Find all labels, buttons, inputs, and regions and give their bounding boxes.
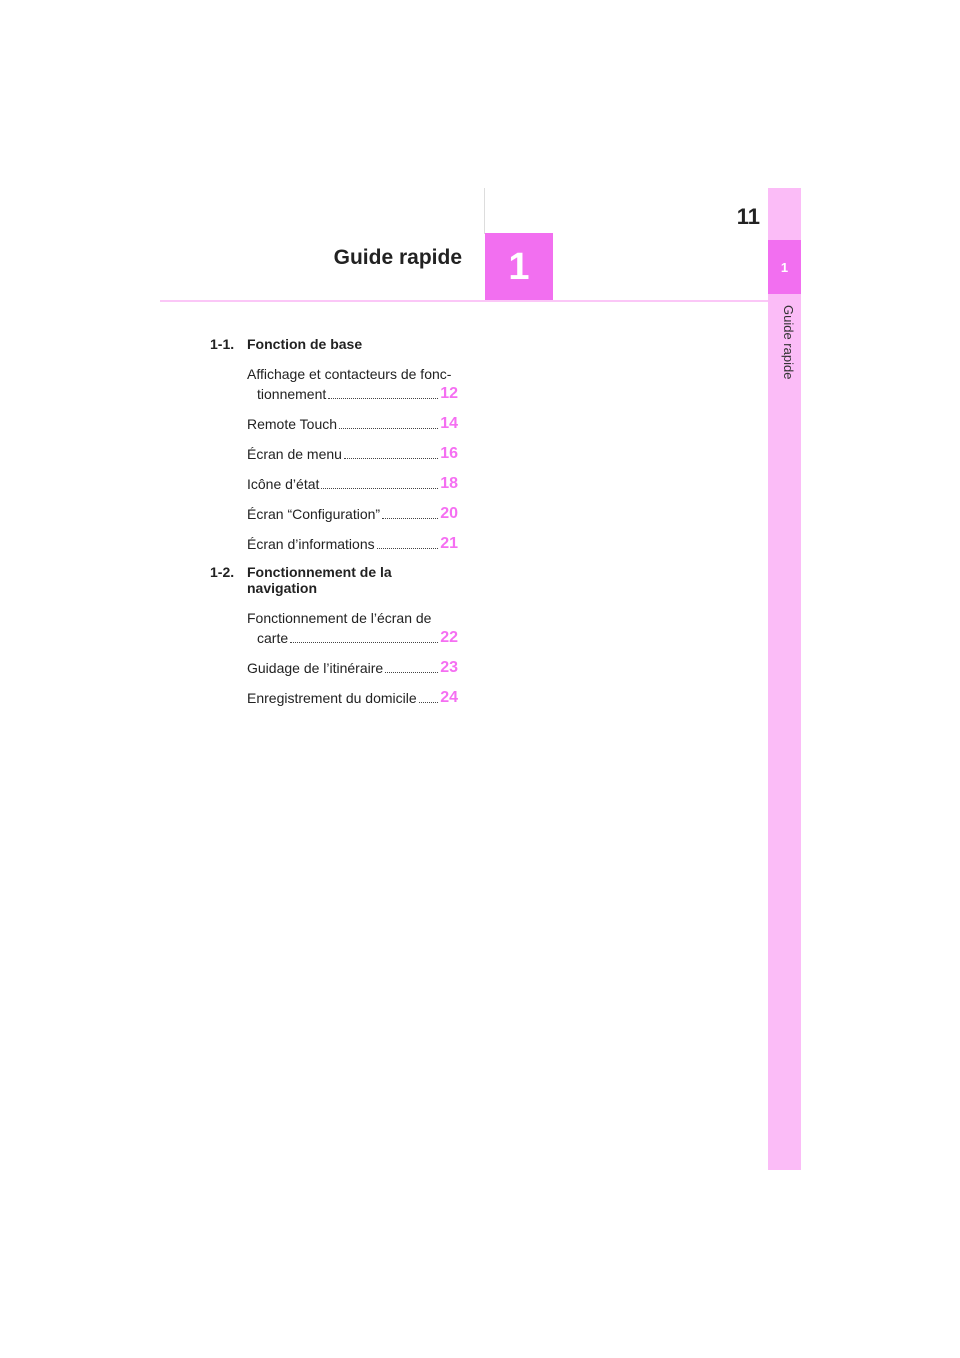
entry-page[interactable]: 16 [440, 445, 458, 462]
leader-dots [382, 518, 438, 519]
side-chapter-label: Guide rapide [781, 305, 796, 380]
entry-title: Icône d’état [247, 476, 320, 492]
entry-title: Enregistrement du domicile [247, 690, 417, 706]
leader-dots [321, 488, 438, 489]
entry-page[interactable]: 20 [440, 505, 458, 522]
chapter-title: Guide rapide [333, 246, 462, 269]
page-number: 11 [736, 204, 760, 229]
entry-title: Écran “Configuration” [247, 506, 381, 522]
entry-title: Écran d’informations [247, 536, 375, 552]
entry-page[interactable]: 24 [440, 689, 458, 706]
toc-entry[interactable] [210, 414, 458, 434]
toc-entry[interactable] [210, 608, 458, 648]
header-rule [160, 300, 768, 302]
entry-title: Guidage de l’itinéraire [247, 660, 384, 676]
toc-entry[interactable] [210, 504, 458, 524]
entry-title-line2: carte [257, 630, 289, 646]
chapter-number-box: 1 [485, 233, 553, 301]
toc-entry[interactable] [210, 474, 458, 494]
entry-page[interactable]: 14 [440, 415, 458, 432]
toc-section [210, 564, 458, 596]
section-number: 1-2. [210, 564, 235, 580]
toc-entry[interactable] [210, 444, 458, 464]
entry-page[interactable]: 18 [440, 475, 458, 492]
leader-dots [328, 398, 438, 399]
section-title: Fonctionnement de la navigation [247, 564, 392, 596]
toc-entry[interactable] [210, 534, 458, 554]
header-divider [484, 188, 485, 234]
entry-page[interactable]: 12 [440, 385, 458, 402]
entry-title: Écran de menu [247, 446, 342, 462]
leader-dots [339, 428, 438, 429]
leader-dots [290, 642, 438, 643]
entry-title-line1: Fonctionnement de l’écran de [247, 610, 432, 626]
section-title: Fonction de base [247, 336, 363, 352]
entry-page[interactable]: 23 [440, 659, 458, 676]
toc-entry[interactable] [210, 688, 458, 708]
entry-page[interactable]: 21 [440, 535, 458, 552]
entry-title: Remote Touch [247, 416, 338, 432]
section-number: 1-1. [210, 336, 235, 352]
toc-entry[interactable] [210, 364, 458, 404]
toc-entry[interactable] [210, 658, 458, 678]
leader-dots [344, 458, 438, 459]
table-of-contents [210, 332, 458, 718]
side-chapter-tab[interactable]: 1 [768, 240, 801, 294]
toc-section [210, 336, 458, 352]
entry-title-line2: tionnement [257, 386, 327, 402]
leader-dots [419, 702, 439, 703]
entry-page[interactable]: 22 [440, 629, 458, 646]
leader-dots [377, 548, 439, 549]
entry-title-line1: Affichage et contacteurs de fonc- [247, 366, 452, 382]
leader-dots [385, 672, 438, 673]
